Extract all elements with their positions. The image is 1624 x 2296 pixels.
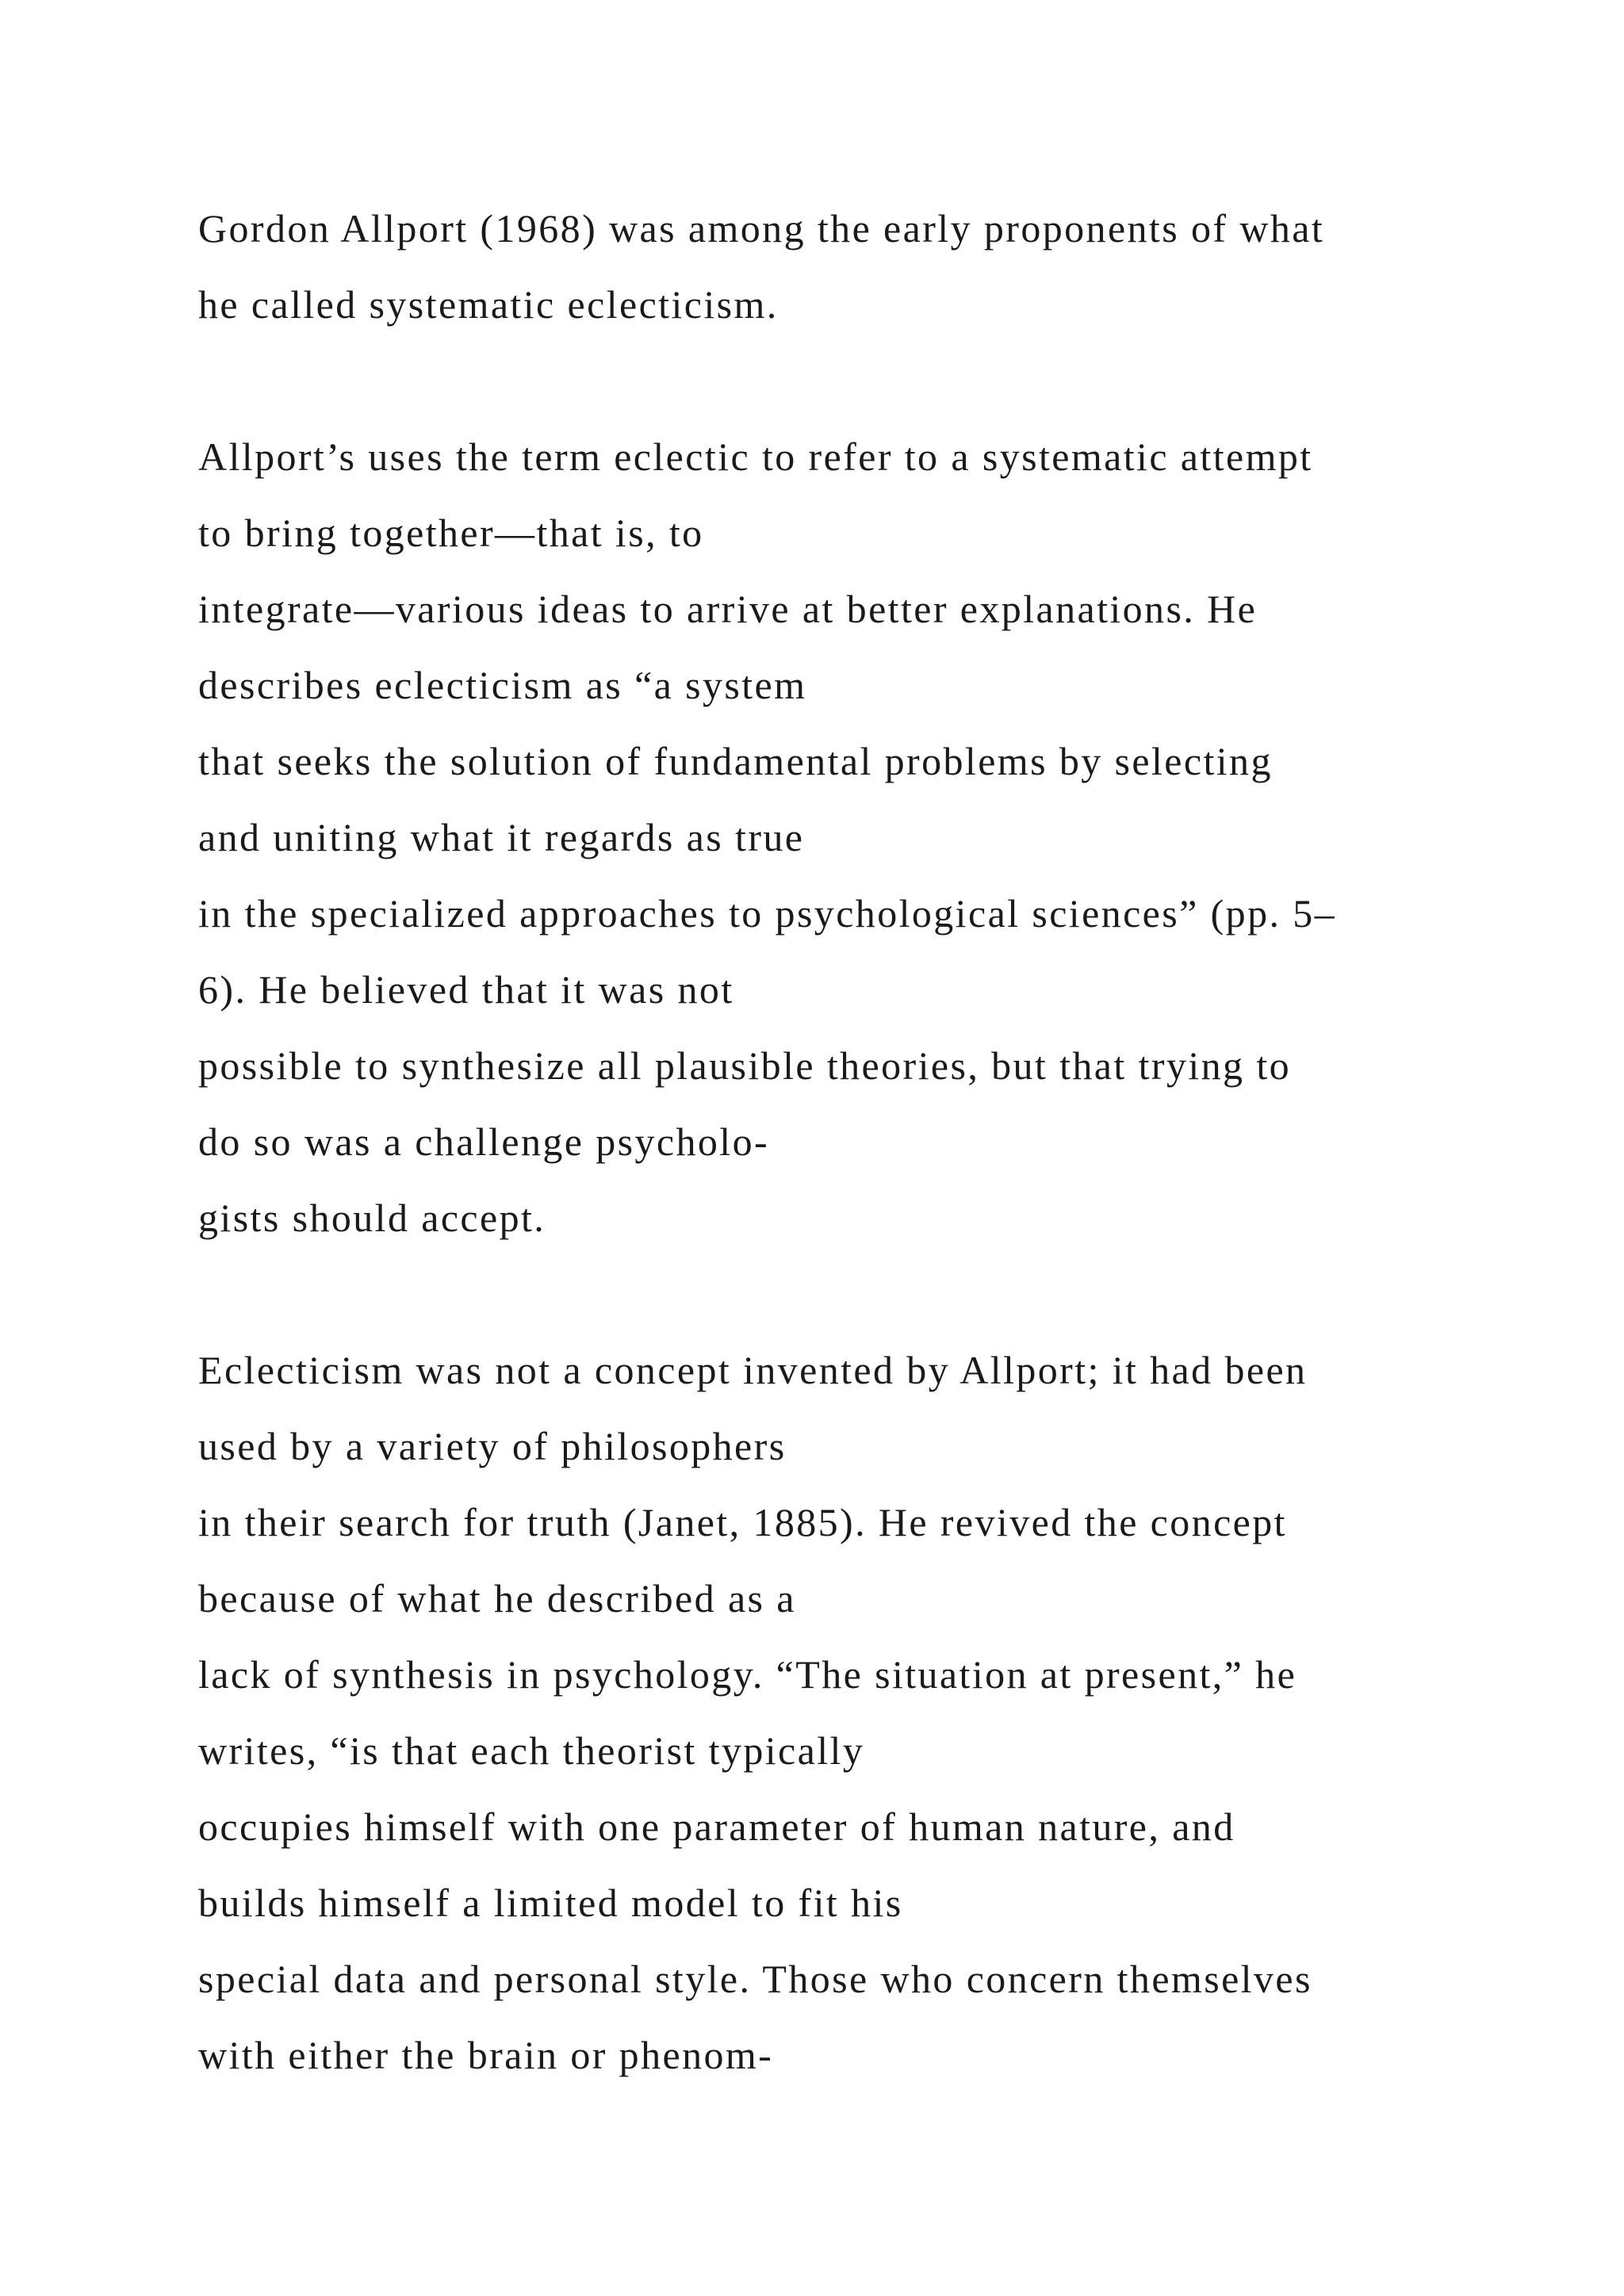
text-line: in their search for truth (Janet, 1885). He revived the concept [198,1500,1287,1544]
text-line: and uniting what it regards as true [198,815,805,859]
text-line: writes, “is that each theorist typically [198,1728,865,1773]
text-line: that seeks the solution of fundamental problems by selecting [198,739,1273,783]
text-line: do so was a challenge psycholo- [198,1119,770,1164]
text-line: to bring together—that is, to [198,511,704,555]
text-line: 6). He believed that it was not [198,967,734,1012]
text-line: in the specialized approaches to psychological sciences” (pp. 5– [198,891,1337,936]
text-line: Eclecticism was not a concept invented by Allport; it had been [198,1348,1308,1392]
text-line: lack of synthesis in psychology. “The situation at present,” he [198,1652,1297,1697]
text-line: gists should accept. [198,1196,546,1240]
text-line: integrate—various ideas to arrive at better explanations. He [198,587,1258,631]
text-line: possible to synthesize all plausible theories, but that trying to [198,1043,1292,1088]
text-line: describes eclecticism as “a system [198,663,807,707]
paragraph-1 [198,190,1435,342]
text-line: used by a variety of philosophers [198,1424,787,1468]
paragraph-2 [198,419,1435,1256]
text-line: with either the brain or phenom- [198,2033,774,2077]
text-line: he called systematic eclecticism. [198,282,779,327]
text-line: because of what he described as a [198,1576,796,1621]
text-line: Allport’s uses the term eclectic to refer to a systematic attempt [198,434,1313,479]
text-line: Gordon Allport (1968) was among the early proponents of what [198,206,1325,251]
text-line: special data and personal style. Those who concern themselves [198,1957,1312,2001]
paragraph-3 [198,1332,1435,2093]
document-body [198,190,1435,2169]
text-line: occupies himself with one parameter of human nature, and [198,1804,1235,1849]
text-line: builds himself a limited model to fit his [198,1881,903,1925]
